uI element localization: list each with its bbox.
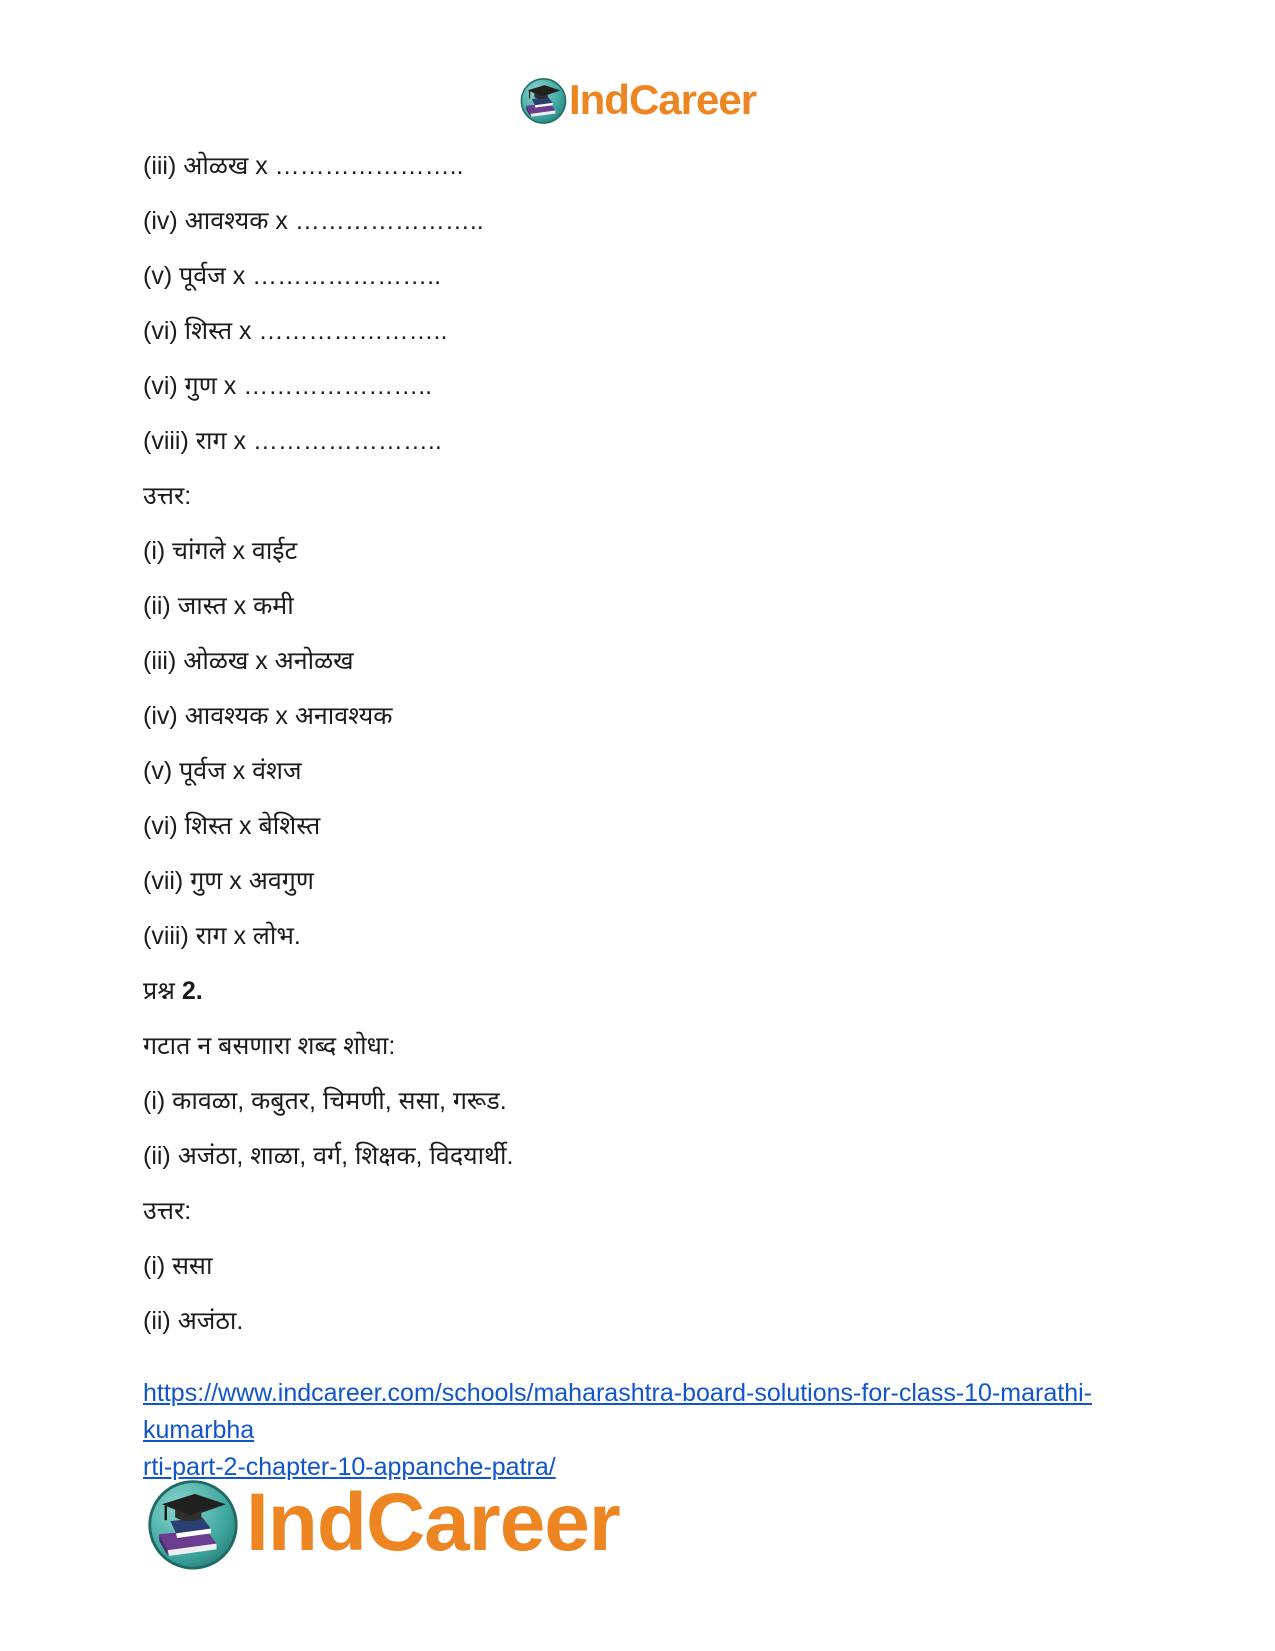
answer-pair-line: (vii) गुण x अवगुण (143, 867, 314, 895)
answer-pair-line: (iv) आवश्यक x अनावश्यक (143, 702, 393, 730)
answer-pair-line: (i) चांगले x वाईट (143, 537, 298, 565)
source-url-line2: rti-part-2-chapter-10-appanche-patra/ (143, 1453, 556, 1481)
indcareer-logo-icon (519, 76, 567, 124)
indcareer-logo-text: IndCareer (246, 1477, 620, 1568)
source-url-paragraph (143, 1375, 1103, 1486)
source-url-line1: https://www.indcareer.com/schools/maharashtra-board-solutions-for-class-10-marathi-kumarbha (143, 1379, 1092, 1444)
indcareer-logo-text: IndCareer (568, 76, 757, 123)
question-blank-line: (viii) राग x ………………….. (143, 427, 442, 455)
answer1-heading: उत्तर: (143, 482, 192, 510)
answer-line: (i) ससा (143, 1252, 213, 1280)
indcareer-logo-icon (146, 1476, 240, 1570)
question-blank-line: (vi) गुण x ………………….. (143, 372, 433, 400)
question2-option-line: (ii) अजंठा, शाळा, वर्ग, शिक्षक, विदयार्थी. (143, 1142, 514, 1170)
question-blank-line: (vi) शिस्त x ………………….. (143, 317, 448, 345)
document-content (143, 150, 1133, 1509)
question2-label: प्रश्न (143, 977, 175, 1005)
answer-pair-line: (vi) शिस्त x बेशिस्त (143, 812, 321, 840)
question-blank-line: (iv) आवश्यक x ………………….. (143, 207, 484, 235)
answer-pair-line: (v) पूर्वज x वंशज (143, 757, 302, 785)
question2-option-line: (i) कावळा, कबुतर, चिमणी, ससा, गरूड. (143, 1087, 507, 1115)
answer2-heading: उत्तर: (143, 1197, 192, 1225)
indcareer-logo-footer (146, 1476, 620, 1570)
question2-number: 2. (181, 977, 203, 1005)
indcareer-logo-header (519, 76, 756, 124)
question-blank-line: (v) पूर्वज x ………………….. (143, 262, 442, 290)
question2-instruction: गटात न बसणारा शब्द शोधा: (143, 1032, 396, 1060)
question-blank-line: (iii) ओळख x ………………….. (143, 152, 464, 180)
question2-heading (143, 975, 1133, 1007)
answer-pair-line: (ii) जास्त x कमी (143, 592, 294, 620)
answer-line: (ii) अजंठा. (143, 1307, 244, 1335)
source-url-link[interactable] (143, 1379, 1092, 1481)
answer-pair-line: (iii) ओळख x अनोळख (143, 647, 354, 675)
answer-pair-line: (viii) राग x लोभ. (143, 922, 301, 950)
